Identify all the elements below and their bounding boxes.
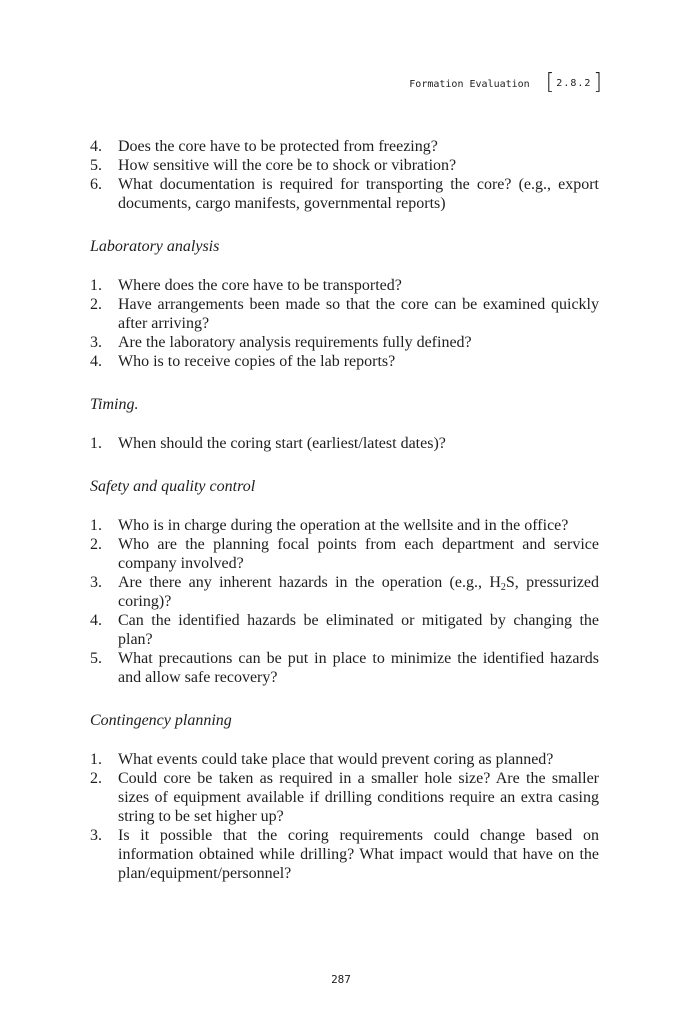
item-text-before: Are there any inherent hazards in the operation (e.g., H [118, 574, 501, 591]
item-text: Who is to receive copies of the lab reports? [118, 353, 396, 370]
list-item [90, 573, 599, 611]
item-text: Are the laboratory analysis requirements fully defined? [118, 334, 472, 351]
list-item [90, 352, 599, 371]
item-text: Does the core have to be protected from freezing? [118, 138, 438, 155]
item-number: 2. [90, 296, 102, 313]
item-text-after: S, pressurized coring)? [118, 574, 599, 610]
item-text: Who are the planning focal points from each department and service company involved? [118, 536, 599, 572]
item-text: Is it possible that the coring requirements could change based on information obtained while drilling? What impact would that have on the plan/equipment/personnel? [118, 827, 599, 882]
section-number: 2.8.2 [556, 77, 592, 89]
item-text: Where does the core have to be transported? [118, 277, 402, 294]
list-item [90, 611, 599, 649]
item-number: 5. [90, 157, 102, 174]
list-item [90, 535, 599, 573]
list-item [90, 516, 599, 535]
section-bracket-open: [ [545, 70, 555, 95]
item-text: What documentation is required for transporting the core? (e.g., export documents, cargo manifests, governmental reports) [118, 176, 599, 212]
safety-question-list [90, 516, 599, 687]
item-number: 4. [90, 353, 102, 370]
list-item [90, 769, 599, 826]
timing-question-list [90, 434, 599, 453]
list-item [90, 333, 599, 352]
item-number: 1. [90, 435, 102, 452]
list-item [90, 434, 599, 453]
contingency-question-list [90, 750, 599, 883]
chapter-title: Formation Evaluation [409, 78, 530, 90]
list-item [90, 276, 599, 295]
page-number: 287 [331, 973, 351, 986]
item-number: 3. [90, 334, 102, 351]
item-text: How sensitive will the core be to shock or vibration? [118, 157, 457, 174]
page-body [90, 137, 599, 883]
item-number: 4. [90, 138, 102, 155]
item-text: What precautions can be put in place to minimize the identified hazards and allow safe recovery? [118, 650, 599, 686]
item-number: 3. [90, 827, 102, 844]
item-text: Could core be taken as required in a smaller hole size? Are the smaller sizes of equipment available if drilling conditions require an extra casing string to be set higher up? [118, 770, 599, 825]
item-text: When should the coring start (earliest/latest dates)? [118, 435, 446, 452]
running-header [409, 72, 602, 94]
section-heading-timing: Timing. [90, 396, 139, 413]
list-item [90, 826, 599, 883]
item-number: 5. [90, 650, 102, 667]
item-number: 1. [90, 517, 102, 534]
item-number: 4. [90, 612, 102, 629]
item-number: 1. [90, 751, 102, 768]
item-number: 1. [90, 277, 102, 294]
section-heading-laboratory: Laboratory analysis [90, 238, 220, 255]
item-text: Who is in charge during the operation at the wellsite and in the office? [118, 517, 569, 534]
list-item [90, 137, 599, 156]
subscript: 2 [500, 582, 506, 593]
list-item [90, 649, 599, 687]
item-text: Have arrangements been made so that the core can be examined quickly after arriving? [118, 296, 599, 332]
section-bracket-close: ] [593, 70, 602, 95]
list-item [90, 156, 599, 175]
list-item [90, 175, 599, 213]
item-number: 2. [90, 770, 102, 787]
intro-question-list [90, 137, 599, 213]
item-text: What events could take place that would prevent coring as planned? [118, 751, 554, 768]
item-text: Can the identified hazards be eliminated or mitigated by changing the plan? [118, 612, 599, 648]
list-item [90, 295, 599, 333]
list-item [90, 750, 599, 769]
item-number: 6. [90, 176, 102, 193]
item-number: 2. [90, 536, 102, 553]
section-heading-safety: Safety and quality control [90, 478, 256, 495]
item-number: 3. [90, 574, 102, 591]
section-heading-contingency: Contingency planning [90, 712, 232, 729]
laboratory-question-list [90, 276, 599, 371]
